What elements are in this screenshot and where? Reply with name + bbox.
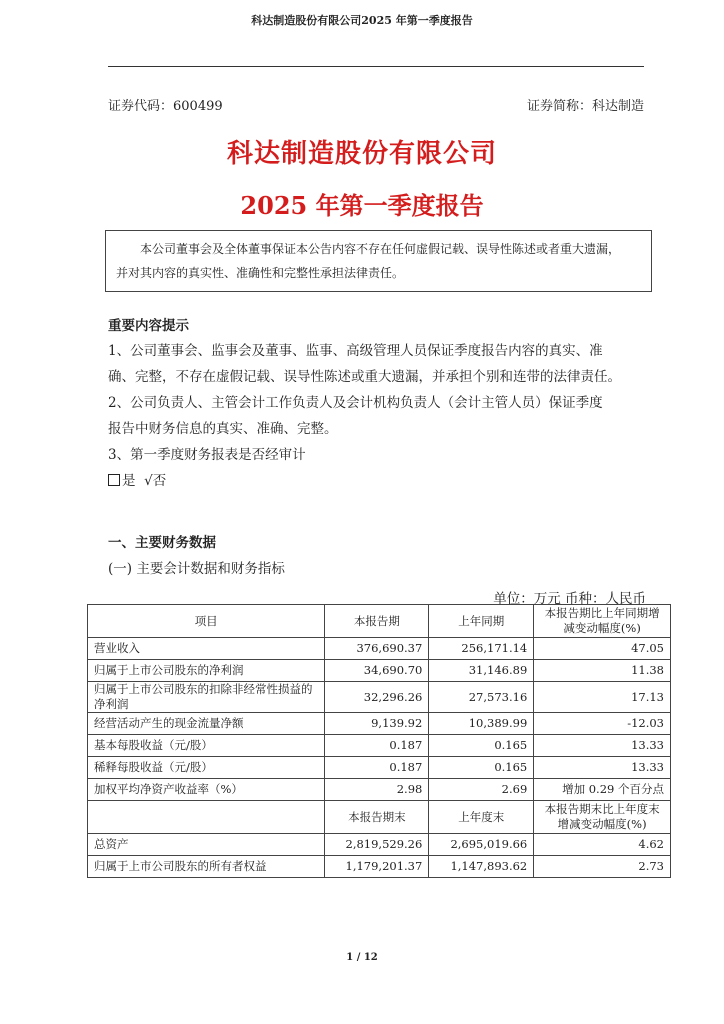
table-cell: 增加 0.29 个百分点 xyxy=(534,779,671,801)
table-header-cell: 本报告期 xyxy=(325,605,429,638)
highlights-heading: 重要内容提示 xyxy=(108,318,189,334)
table-cell: 归属于上市公司股东的所有者权益 xyxy=(88,856,325,878)
table-cell: 0.187 xyxy=(325,735,429,757)
audit-yes-label: 是 xyxy=(122,473,136,489)
table-cell: 376,690.37 xyxy=(325,638,429,660)
table-cell: 0.165 xyxy=(429,757,534,779)
highlight-item-2a: 2、公司负责人、主管会计工作负责人及会计机构负责人（会计主管人员）保证季度 xyxy=(108,395,603,411)
currency-unit: 单位：万元 币种：人民币 xyxy=(493,591,646,607)
running-header: 科达制造股份有限公司2025 年第一季度报告 xyxy=(251,14,473,27)
table-cell: 11.38 xyxy=(534,660,671,682)
table-cell: -12.03 xyxy=(534,713,671,735)
highlight-item-1b: 确、完整，不存在虚假记载、误导性陈述或重大遗漏，并承担个别和连带的法律责任。 xyxy=(108,369,621,385)
table-cell: 2,819,529.26 xyxy=(325,834,429,856)
table-cell: 1,147,893.62 xyxy=(429,856,534,878)
table-cell: 归属于上市公司股东的扣除非经常性损益的净利润 xyxy=(88,682,325,713)
table-header-cell xyxy=(88,801,325,834)
table-cell: 经营活动产生的现金流量净额 xyxy=(88,713,325,735)
checkbox-icon xyxy=(108,474,120,486)
table-row xyxy=(88,757,671,779)
table-cell: 1,179,201.37 xyxy=(325,856,429,878)
table-cell: 17.13 xyxy=(534,682,671,713)
table-cell: 0.165 xyxy=(429,735,534,757)
table-cell: 营业收入 xyxy=(88,638,325,660)
table-cell: 27,573.16 xyxy=(429,682,534,713)
table-cell: 稀释每股收益（元/股） xyxy=(88,757,325,779)
table-header-cell: 上年同期 xyxy=(429,605,534,638)
table-header-row xyxy=(88,801,671,834)
table-header-cell: 上年度末 xyxy=(429,801,534,834)
table-cell: 2.73 xyxy=(534,856,671,878)
table-cell: 2.69 xyxy=(429,779,534,801)
page-number: 1 / 12 xyxy=(346,952,378,963)
notice-line-1: 本公司董事会及全体董事保证本公告内容不存在任何虚假记载、误导性陈述或者重大遗漏， xyxy=(140,242,621,256)
table-cell: 10,389.99 xyxy=(429,713,534,735)
table-cell: 34,690.70 xyxy=(325,660,429,682)
notice-line-2: 并对其内容的真实性、准确性和完整性承担法律责任。 xyxy=(116,266,405,280)
security-short-name: 证券简称：科达制造 xyxy=(526,99,644,114)
financial-data-heading: 一、主要财务数据 xyxy=(108,535,216,551)
table-cell: 归属于上市公司股东的净利润 xyxy=(88,660,325,682)
highlight-item-1a: 1、公司董事会、监事会及董事、监事、高级管理人员保证季度报告内容的真实、准 xyxy=(108,343,603,359)
table-cell: 2.98 xyxy=(325,779,429,801)
table-cell: 13.33 xyxy=(534,757,671,779)
report-title: 2025 年第一季度报告 xyxy=(240,191,484,220)
table-row xyxy=(88,779,671,801)
table-cell: 32,296.26 xyxy=(325,682,429,713)
accounting-data-subheading: (一) 主要会计数据和财务指标 xyxy=(108,561,285,577)
table-header-cell: 本报告期比上年同期增减变动幅度(%) xyxy=(534,605,671,638)
table-cell: 9,139.92 xyxy=(325,713,429,735)
table-cell: 13.33 xyxy=(534,735,671,757)
table-header-cell: 本报告期末比上年度末增减变动幅度(%) xyxy=(534,801,671,834)
highlight-item-2b: 报告中财务信息的真实、准确、完整。 xyxy=(108,421,338,437)
table-cell: 256,171.14 xyxy=(429,638,534,660)
table-row xyxy=(88,856,671,878)
table-cell: 基本每股收益（元/股） xyxy=(88,735,325,757)
audit-choice xyxy=(108,468,648,494)
table-row xyxy=(88,660,671,682)
table-cell: 31,146.89 xyxy=(429,660,534,682)
financial-data-table xyxy=(87,604,671,878)
table-header-cell: 本报告期末 xyxy=(325,801,429,834)
security-code: 证券代码：600499 xyxy=(108,99,223,114)
table-cell: 0.187 xyxy=(325,757,429,779)
table-row xyxy=(88,713,671,735)
table-row xyxy=(88,682,671,713)
table-cell: 47.05 xyxy=(534,638,671,660)
table-header-row xyxy=(88,605,671,638)
header-divider xyxy=(108,66,644,67)
table-cell: 加权平均净资产收益率（%） xyxy=(88,779,325,801)
table-cell: 2,695,019.66 xyxy=(429,834,534,856)
highlight-item-3: 3、第一季度财务报表是否经审计 xyxy=(108,447,306,463)
company-name: 科达制造股份有限公司 xyxy=(226,139,497,169)
highlights-body xyxy=(108,338,648,494)
table-cell: 总资产 xyxy=(88,834,325,856)
table-row xyxy=(88,834,671,856)
table-row xyxy=(88,638,671,660)
table-row xyxy=(88,735,671,757)
table-header-cell: 项目 xyxy=(88,605,325,638)
table-cell: 4.62 xyxy=(534,834,671,856)
audit-no-label: √否 xyxy=(144,473,167,489)
board-notice-box xyxy=(105,230,652,292)
